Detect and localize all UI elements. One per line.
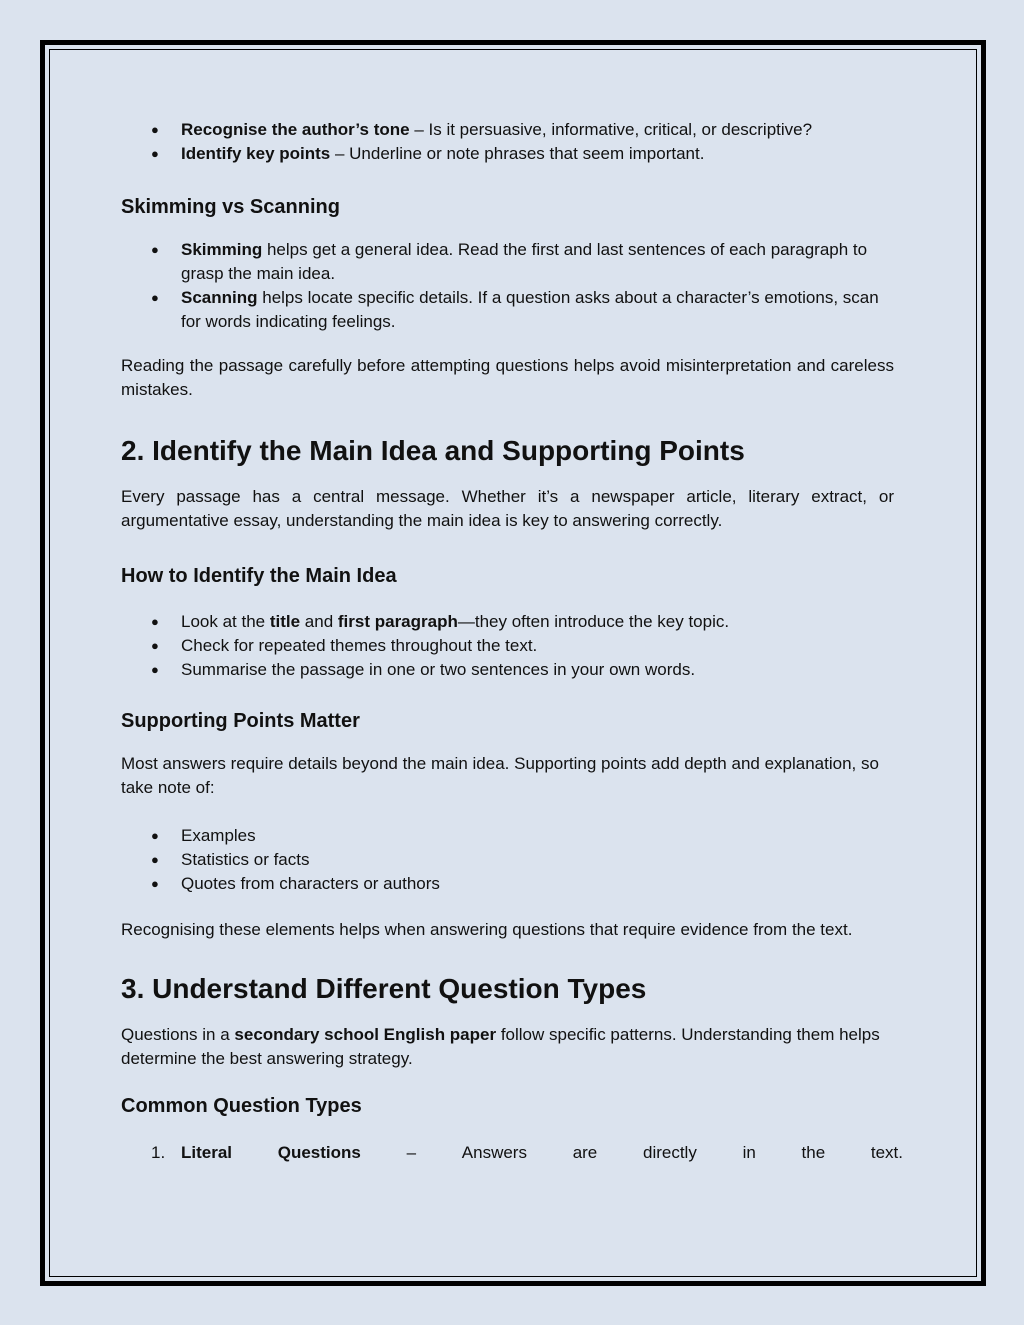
question-types-list xyxy=(121,1141,903,1165)
bold-term: first paragraph xyxy=(337,612,458,631)
text-span: Look at the xyxy=(181,612,270,631)
text-span: —they often introduce the key topic. xyxy=(457,612,730,631)
text-span: Questions in a xyxy=(121,1025,235,1044)
paragraph: Most answers require details beyond the main idea. Supporting points add depth and explanation, so take note of: xyxy=(121,754,879,797)
section-heading-3: 3. Understand Different Question Types xyxy=(121,973,647,1004)
list-item-text: – Underline or note phrases that seem important. xyxy=(330,144,705,163)
list-item xyxy=(121,872,894,896)
bullet-icon: ● xyxy=(151,876,159,891)
text-span: and xyxy=(300,612,338,631)
word: are xyxy=(572,1143,598,1162)
bold-term: Questions xyxy=(277,1143,361,1162)
bullet-icon: ● xyxy=(151,828,159,843)
list-item xyxy=(121,824,894,848)
intro-bullet-list xyxy=(121,118,894,166)
supporting-list xyxy=(121,824,894,896)
subheading-common-types: Common Question Types xyxy=(121,1095,362,1117)
subheading-skimming: Skimming vs Scanning xyxy=(121,196,340,218)
paragraph: Reading the passage carefully before attempting questions helps avoid misinterpretation and careless mistakes. xyxy=(121,356,894,399)
paragraph: Recognising these elements helps when answering questions that require evidence from the text. xyxy=(121,920,853,939)
word: directly xyxy=(642,1143,697,1162)
bold-term: Scanning xyxy=(181,288,258,307)
list-item-text: Examples xyxy=(181,826,256,845)
subheading-supporting: Supporting Points Matter xyxy=(121,710,360,732)
bullet-icon: ● xyxy=(151,638,159,653)
list-item-text: – Is it persuasive, informative, critical, or descriptive? xyxy=(409,120,813,139)
skimming-list xyxy=(121,238,894,334)
bullet-icon: ● xyxy=(151,146,159,161)
list-item-text: Quotes from characters or authors xyxy=(181,874,440,893)
bullet-icon: ● xyxy=(151,242,159,257)
list-item xyxy=(121,658,894,682)
list-item-text: Statistics or facts xyxy=(181,850,310,869)
paragraph xyxy=(121,1023,894,1071)
section-heading-2: 2. Identify the Main Idea and Supporting Points xyxy=(121,435,745,466)
word: the xyxy=(801,1143,826,1162)
list-item-text: Summarise the passage in one or two sentences in your own words. xyxy=(181,660,696,679)
bold-term: secondary school English paper xyxy=(234,1025,497,1044)
document-body xyxy=(121,118,903,1165)
word: – xyxy=(406,1143,417,1162)
list-item xyxy=(121,238,894,286)
paragraph: Every passage has a central message. Whether it’s a newspaper article, literary extract, or argumentative essay, understanding the main idea is key to answering correctly. xyxy=(121,487,894,530)
list-item xyxy=(121,610,894,634)
word: in xyxy=(742,1143,756,1162)
bold-term: Skimming xyxy=(181,240,263,259)
list-item xyxy=(121,118,894,142)
how-to-list xyxy=(121,610,894,682)
word: Answers xyxy=(461,1143,527,1162)
list-item xyxy=(121,286,894,334)
list-item-text: helps get a general idea. Read the first and last sentences of each paragraph to grasp the main idea. xyxy=(181,240,868,283)
bullet-icon: ● xyxy=(151,122,159,137)
bold-term: Literal xyxy=(181,1143,233,1162)
bold-term: Identify key points xyxy=(181,144,331,163)
bullet-icon: ● xyxy=(151,290,159,305)
literal-questions-line xyxy=(181,1141,903,1165)
subheading-how-to: How to Identify the Main Idea xyxy=(121,565,397,587)
word: text. xyxy=(870,1143,903,1162)
text-span: follow specific patterns. Understanding them helps determine the best answering strategy. xyxy=(121,1025,880,1068)
list-number: 1. xyxy=(151,1143,166,1162)
bullet-icon: ● xyxy=(151,614,159,629)
list-item-text: helps locate specific details. If a question asks about a character’s emotions, scan for words indicating feelings. xyxy=(181,288,879,331)
bullet-icon: ● xyxy=(151,662,159,677)
list-item xyxy=(121,142,894,166)
bold-term: title xyxy=(269,612,301,631)
bullet-icon: ● xyxy=(151,852,159,867)
list-item xyxy=(121,1141,903,1165)
list-item xyxy=(121,848,894,872)
list-item xyxy=(121,634,894,658)
list-item-text: Check for repeated themes throughout the text. xyxy=(181,636,538,655)
bold-term: Recognise the author’s tone xyxy=(181,120,410,139)
